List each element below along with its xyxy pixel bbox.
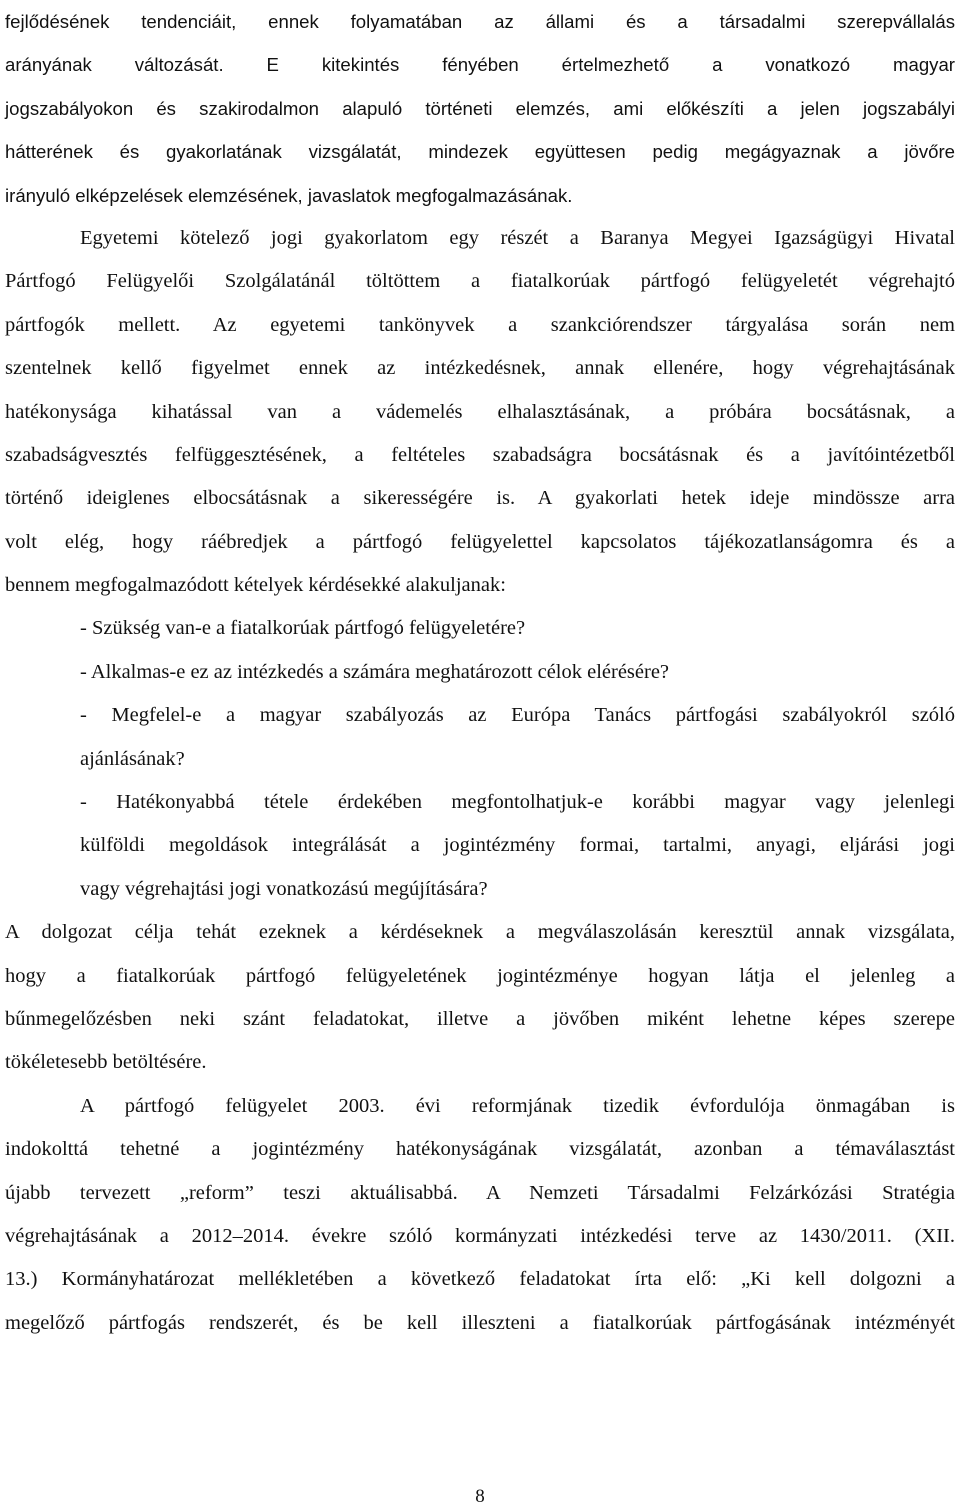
text-line: hogy a fiatalkorúak pártfogó felügyeletének jogintézménye hogyan látja el jelenleg a [5, 964, 955, 987]
text-line: hatékonysága kihatással van a vádemelés elhalasztásának, a próbára bocsátásnak, a [5, 400, 955, 423]
text-line: Pártfogó Felügyelői Szolgálatánál töltöttem a fiatalkorúak pártfogó felügyeletét végrehajtó [5, 270, 955, 293]
text-line: pártfogók mellett. Az egyetemi tankönyvek a szankciórendszer tárgyalása során nem [5, 313, 955, 336]
document-page [5, 0, 955, 1345]
intro-paragraph [5, 0, 955, 217]
text-line: bennem megfogalmazódott kételyek kérdésekké alakuljanak: [5, 574, 506, 597]
text-line: arányának változását. E kitekintés fényében értelmezhető a vonatkozó magyar [5, 54, 955, 76]
text-line: hátterének és gyakorlatának vizsgálatát, mindezek együttesen pedig megágyaznak a jövőre [5, 141, 955, 163]
text-line: végrehajtásának a 2012–2014. évekre szóló kormányzati intézkedési terve az 1430/2011. (XII. [5, 1224, 955, 1247]
question-item-continued: ajánlásának? [80, 747, 185, 770]
question-item-continued: vagy végrehajtási jogi vonatkozású megújítására? [80, 877, 488, 900]
text-line: szentelnek kellő figyelmet ennek az intézkedésnek, annak ellenére, hogy végrehajtásának [5, 357, 955, 380]
text-line: A dolgozat célja tehát ezeknek a kérdéseknek a megválaszolásán keresztül annak vizsgálata, [5, 921, 955, 944]
text-line: fejlődésének tendenciáit, ennek folyamatában az állami és a társadalmi szerepvállalás [5, 11, 955, 32]
text-line: tökéletesebb betöltésére. [5, 1051, 207, 1074]
questions-list [5, 607, 955, 911]
text-line: bűnmegelőzésben neki szánt feladatokat, illetve a jövőben miként lehetne képes szerepe [5, 1007, 955, 1030]
question-item: - Hatékonyabbá tétele érdekében megfontolhatjuk-e korábbi magyar vagy jelenlegi [80, 791, 955, 814]
practice-paragraph [5, 217, 955, 608]
text-line: megelőző pártfogás rendszerét, és be kell illeszteni a fiatalkorúak pártfogásának intézményét [5, 1311, 955, 1334]
text-line: A pártfogó felügyelet 2003. évi reformjának tizedik évfordulója önmagában is [80, 1094, 955, 1117]
question-item: - Megfelel-e a magyar szabályozás az Európa Tanács pártfogási szabályokról szóló [80, 704, 955, 727]
aim-paragraph [5, 911, 955, 1085]
text-line: újabb tervezett „reform” teszi aktuálisabbá. A Nemzeti Társadalmi Felzárkózási Stratégia [5, 1181, 955, 1204]
text-line: indokolttá tehetné a jogintézmény hatékonyságának vizsgálatát, azonban a témaválasztást [5, 1138, 955, 1161]
text-line: jogszabályokon és szakirodalmon alapuló történeti elemzés, ami előkészíti a jelen jogszabályi [5, 97, 955, 119]
text-line: Egyetemi kötelező jogi gyakorlatom egy részét a Baranya Megyei Igazságügyi Hivatal [80, 226, 955, 249]
question-item: - Szükség van-e a fiatalkorúak pártfogó felügyeletére? [80, 617, 526, 640]
text-line: volt elég, hogy ráébredjek a pártfogó felügyelettel kapcsolatos tájékozatlanságomra és a [5, 530, 955, 553]
text-line: szabadságvesztés felfüggesztésének, a feltételes szabadságra bocsátásnak és a javítóintézetből [5, 443, 955, 466]
question-item-continued: külföldi megoldások integrálását a jogintézmény formai, tartalmi, anyagi, eljárási jogi [80, 834, 955, 857]
reform-paragraph [5, 1085, 955, 1345]
page-number: 8 [475, 1486, 485, 1507]
question-item: - Alkalmas-e ez az intézkedés a számára meghatározott célok elérésére? [80, 660, 670, 683]
text-line: 13.) Kormányhatározat mellékletében a következő feladatokat írta elő: „Ki kell dolgozni a [5, 1268, 955, 1291]
text-line: irányuló elképzelések elemzésének, javaslatok megfogalmazásának. [5, 184, 573, 206]
text-line: történő ideiglenes elbocsátásnak a sikerességére is. A gyakorlati hetek ideje mindössze arra [5, 487, 955, 510]
